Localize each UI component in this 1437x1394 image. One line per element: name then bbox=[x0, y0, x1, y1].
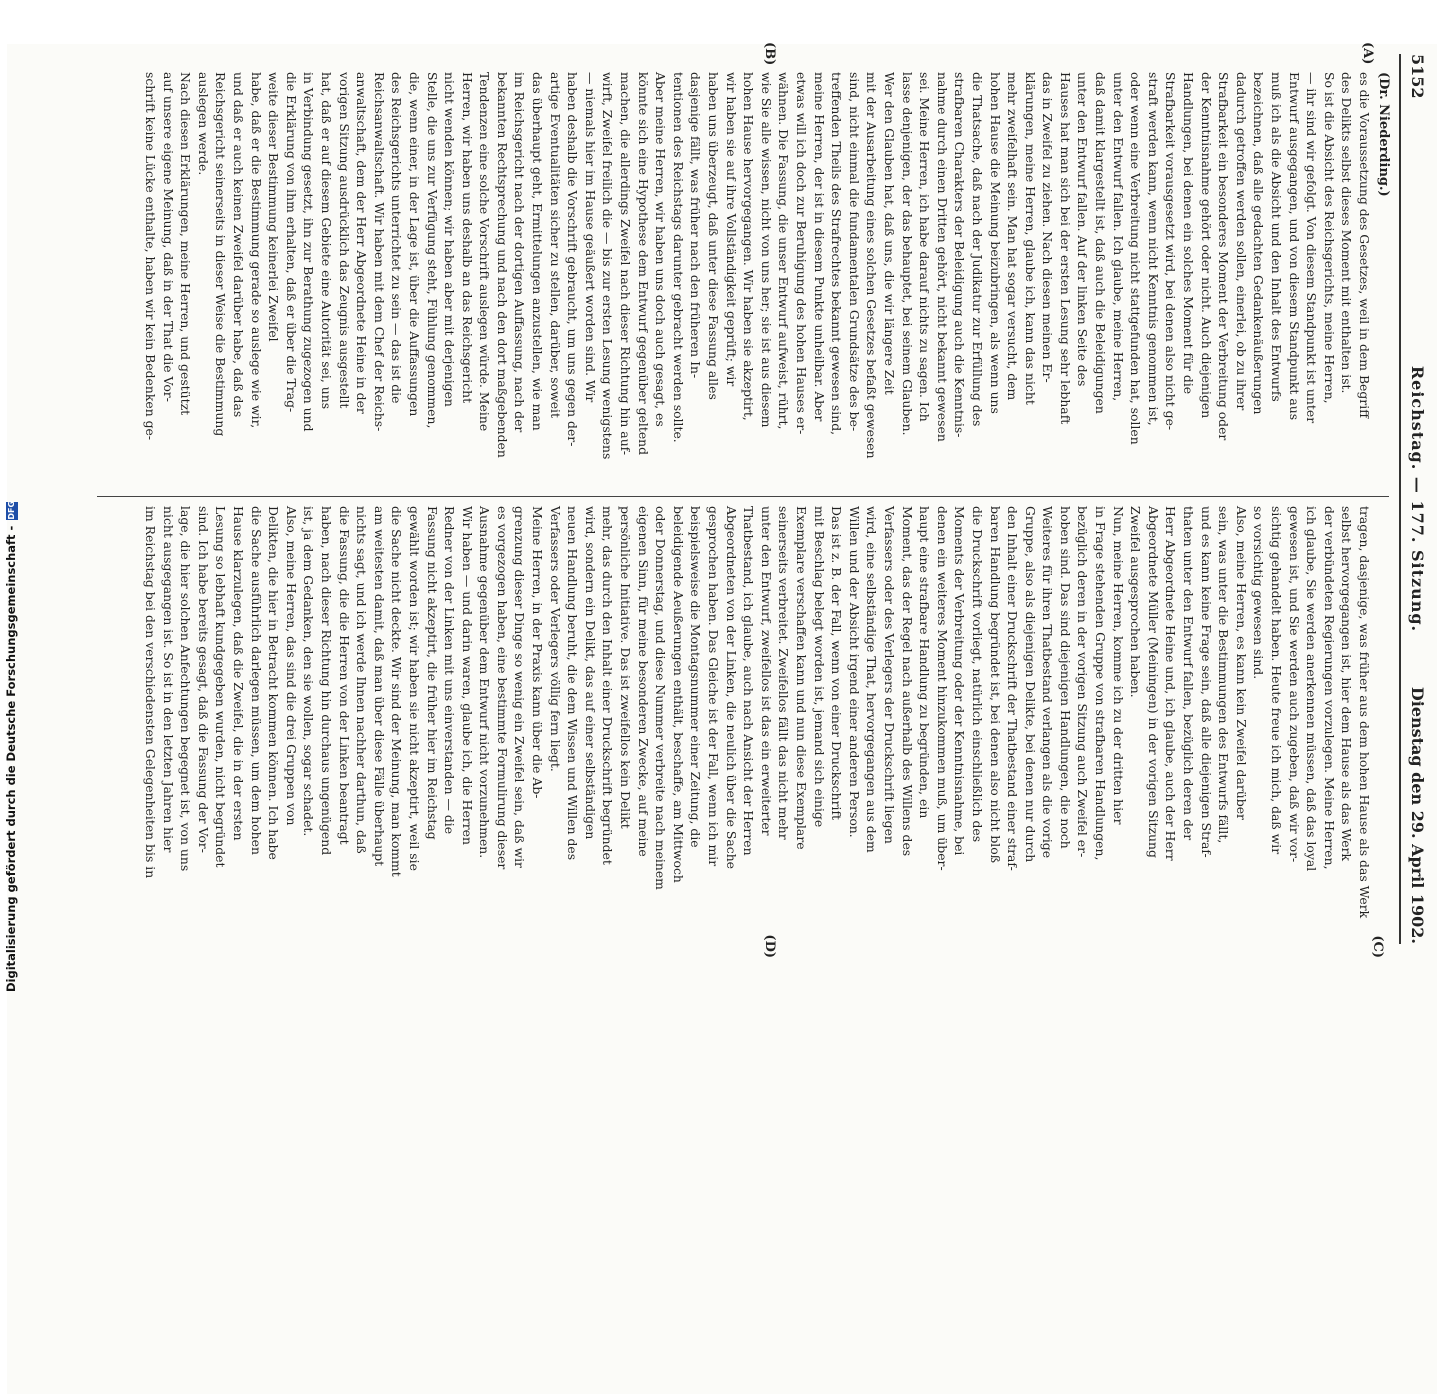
text-line: Hause klarzulegen, daß die Zweifel, die in der ersten bbox=[231, 506, 246, 841]
text-line: in Frage stehenden Gruppe von strafbaren Handlungen, bbox=[1093, 506, 1109, 861]
text-line: dasjenige fällt, was früher nach den früheren In- bbox=[688, 72, 704, 379]
text-line: beispielsweise die Montagsnummer einer Zeitung, die bbox=[688, 506, 704, 848]
text-line: Aber meine Herren, wir haben uns doch auch gesagt, es bbox=[653, 72, 669, 427]
session-date: Dienstag den 29. April 1902. bbox=[1408, 686, 1427, 944]
text-line: oder wenn eine Verbreitung nicht stattgefunden hat, sollen bbox=[1128, 72, 1144, 445]
text-line: Wer den Glauben hat, daß uns, die wir längere Zeit bbox=[881, 72, 897, 395]
text-line: den Inhalt einer Druckschrift der Thatbestand einer straf- bbox=[1005, 506, 1021, 871]
speaker-name: (Dr. Niederding.) bbox=[1376, 72, 1391, 197]
text-line: sind, nicht einmal die fundamentalen Grundsätze des be- bbox=[846, 72, 862, 432]
text-line: gesprochen haben. Das Gleiche ist der Fall, wenn ich mir bbox=[706, 506, 722, 867]
column-divider bbox=[97, 496, 1389, 497]
text-line: haben deshalb die Vorschrift gebraucht, um uns gegen der- bbox=[565, 72, 581, 447]
text-line: bezüglich deren in der vorigen Sitzung auch Zweifel er- bbox=[1075, 506, 1091, 858]
text-line: könnte sich eine Hypothese dem Entwurf gegenüber geltend bbox=[635, 72, 651, 456]
text-line: denen ein weiteres Moment hinzukommen muß, um über- bbox=[934, 506, 950, 871]
text-line: im Reichstag bei den verschiedensten Gelegenheiten bis in bbox=[143, 506, 159, 879]
text-line: mehr zweifelhaft sein. Man hat sogar versucht, dem bbox=[1005, 72, 1021, 401]
text-line: der verbündeten Regierungen vorzulegen. Meine Herren, bbox=[1321, 506, 1337, 870]
text-line: hohen Hause hervorgegangen. Wir haben sie akzeptirt, bbox=[741, 72, 757, 421]
text-line: es vorgezogen haben, eine bestimmte Formulirung dieser bbox=[494, 506, 510, 870]
text-line: das überhaupt geht, Ermittelungen anzustellen, wie man bbox=[530, 72, 546, 431]
text-line: etwas will ich doch zur Beruhigung des hohen Hauses er- bbox=[794, 72, 809, 435]
text-line: Strafbarkeit ein besonderes Moment der Verbreitung oder bbox=[1216, 72, 1232, 441]
text-line: so vorsichtig gewesen sind. bbox=[1251, 506, 1267, 680]
text-line: haben uns überzeugt, daß unter diese Fassung alles bbox=[706, 72, 722, 400]
text-line: die, wenn einer, in der Lage ist, über die Auffassungen bbox=[406, 72, 422, 417]
sheet-content bbox=[87, 42, 1437, 958]
text-line: persönliche Initiative. Das ist zweifellos kein Delikt bbox=[618, 506, 634, 829]
text-line: sind. Ich habe bereits gesagt, daß die Fassung der Vor- bbox=[195, 506, 211, 853]
text-line: der Kenntnisnahme gehört oder nicht. Auch diejenigen bbox=[1198, 72, 1214, 419]
text-line: muß ich als die Absicht und den Inhalt des Entwurfs bbox=[1269, 72, 1285, 402]
text-line: tragen, dasjenige, was früher aus dem hohen Hause als das Werk bbox=[1357, 506, 1372, 919]
text-line: Meine Herren, in der Praxis kann über die Ab- bbox=[530, 506, 546, 799]
text-line: daß damit klargestellt ist, daß auch die Beleidigungen bbox=[1093, 72, 1109, 414]
text-line: klärungen, meine Herren, glaube ich, kann das nicht bbox=[1022, 72, 1038, 405]
text-line: strafbaren Charakters der Beleidigung auch die Kenntnis- bbox=[952, 72, 968, 438]
text-line: die Sache nicht deckte. Wir sind der Meinung, man kommt bbox=[389, 506, 405, 877]
text-line: nahme durch einen Dritten gehört, nicht bekannt gewesen bbox=[934, 72, 950, 442]
text-line: die Druckschrift vorliegt, natürlich einschließlich des bbox=[969, 506, 985, 843]
text-line: Reichsgericht seinerseits in dieser Weise die Bestimmung bbox=[213, 72, 229, 437]
text-line: Thatbestand, ich glaube, auch nach Ansicht der Herren bbox=[741, 506, 757, 856]
text-line: Stelle, die uns zur Verfügung steht, Fühlung genommen, bbox=[424, 72, 440, 429]
text-line: haben, nach dieser Richtung hin durchaus ungenügend bbox=[318, 506, 334, 856]
text-line: habe, daß er die Bestimmung gerade so auslege wie wir, bbox=[248, 72, 264, 429]
text-line: hohen Hause die Meinung beizubringen, als wenn uns bbox=[987, 72, 1003, 414]
text-line: sein, was unter die Bestimmungen des Entwurfs fällt, bbox=[1216, 506, 1232, 844]
text-line: in Verbindung gesetzt, ihn zur Berathung zugezogen und bbox=[301, 72, 317, 432]
text-line: grenzung dieser Dinge so wenig ein Zweifel sein, daß wir bbox=[512, 506, 528, 868]
text-line: wird, eine selbständige That, hervorgegangen aus dem bbox=[864, 506, 880, 853]
text-line: gewählt worden ist; wir haben sie nicht akzeptirt, weil sie bbox=[406, 506, 422, 871]
text-line: meine Herren, der ist in diesem Punkte unheilbar. Aber bbox=[811, 72, 827, 422]
text-line: Ausnahme gegenüber dem Entwurf nicht vorzunehmen. bbox=[477, 506, 493, 859]
text-line: Nun, meine Herren, komme ich zu der dritten hier bbox=[1110, 506, 1126, 825]
text-line: die Sache ausführlich darlegen müssen, um dem hohen bbox=[248, 506, 264, 855]
text-line: straft werden kann, wenn nicht Kenntnis genommen ist, bbox=[1145, 72, 1161, 426]
text-line: beleidigende Aeußerungen enthält, beschaffe, am Mittwoch bbox=[670, 506, 686, 883]
text-line: Handlungen, bei denen ein solches Moment für die bbox=[1181, 72, 1197, 395]
text-line: des Delikts selbst dieses Moment mit enthalten ist. bbox=[1339, 72, 1355, 394]
text-line: tentionen des Reichstags darunter gebracht werden sollte. bbox=[670, 72, 686, 443]
text-line: Wir haben — und darin waren, glaube ich, die Herren bbox=[459, 506, 475, 845]
text-line: Herr Abgeordnete Heine und, ich glaube, auch der Herr bbox=[1163, 506, 1179, 861]
text-line: Gruppe, also als diejenigen Delikte, bei denen nur durch bbox=[1022, 506, 1038, 863]
text-line: Weiteres für ihren Thatbestand verlangen als die vorige bbox=[1040, 506, 1056, 859]
text-line: Abgeordnete Müller (Meiningen) in der vorigen Sitzung bbox=[1145, 506, 1161, 858]
dfg-logo-icon: DFG bbox=[6, 500, 16, 520]
text-line: oder Donnerstag, und diese Nummer verbreite nach meinem bbox=[653, 506, 669, 890]
text-line: Moment, das der Regel nach außerhalb des Willens des bbox=[899, 506, 915, 857]
text-line: das in Zweifel zu ziehen. Nach diesen meinen Er- bbox=[1040, 72, 1056, 383]
page-number: 5152 bbox=[1408, 54, 1427, 99]
credit-text: Digitalisierung gefördert durch die Deutsche Forschungsgemeinschaft - bbox=[4, 525, 18, 992]
text-line: Strafbarkeit vorausgesetzt wird, bei denen also nicht ge- bbox=[1163, 72, 1179, 431]
text-line: nicht ausgegangen ist. So ist in den letzten Jahren hier bbox=[160, 506, 176, 853]
text-line: unter den Entwurf, zweifellos ist das ein erweiterter bbox=[758, 506, 774, 836]
margin-mark-d: (D) bbox=[762, 934, 777, 958]
text-line: wie Sie alle wissen, nicht von uns her; sie ist aus diesem bbox=[758, 72, 774, 428]
text-line: mit Beschlag belegt worden ist, jemand sich einige bbox=[811, 506, 827, 828]
text-line: baren Handlung begründet ist, bei denen also nicht bloß bbox=[987, 506, 1003, 864]
text-line: Hauses hat man sich bei der ersten Lesung sehr lebhaft bbox=[1057, 72, 1073, 425]
text-line: machen, die allerdings Zweifel nach dieser Richtung hin auf- bbox=[618, 72, 634, 456]
text-line: nichts sagt, und ich werde Ihnen nachher darthun, daß bbox=[354, 506, 370, 854]
text-line: die Fassung, die die Herren von der Linken beantragt bbox=[336, 506, 352, 845]
text-line: und es kann keine Frage sein, daß alle diejenigen Straf- bbox=[1198, 506, 1214, 858]
text-line: wir haben sie auf ihre Vollständigkeit geprüft; wir bbox=[723, 72, 739, 387]
text-line: eigenen Sinn, für meine besonderen Zwecke, auf meine bbox=[635, 506, 651, 857]
text-line: Also, meine Herren, das sind die drei Gruppen von bbox=[283, 506, 299, 826]
text-line: hat, daß er auf diesem Gebiete eine Autorität sei, uns bbox=[318, 72, 334, 410]
text-line: anwaltschaft, dem der Herr Abgeordnete Heine in der bbox=[354, 72, 370, 414]
text-line: am weitesten damit, daß man über diese Fälle überhaupt bbox=[371, 506, 387, 867]
text-line: Willen und der Absicht irgend einer anderen Person. bbox=[846, 506, 862, 838]
margin-mark-c: (C) bbox=[1370, 935, 1385, 958]
text-line: Moments der Verbreitung oder der Kenntnisnahme, bei bbox=[952, 506, 968, 856]
text-line: ich glaube, Sie werden anerkennen müssen, daß das loyal bbox=[1304, 506, 1320, 872]
text-line: haupt eine strafbare Handlung zu begründen, ein bbox=[917, 506, 933, 819]
text-line: Das ist z. B. der Fall, wenn von einer Druckschrift bbox=[829, 506, 845, 821]
text-line: vorigen Sitzung ausdrücklich das Zeugnis ausgestellt bbox=[336, 72, 352, 409]
text-line: ist, ja dem Gedanken, den sie wollen, sogar schadet. bbox=[301, 506, 317, 837]
text-line: bezeichnen, daß alle gedachten Gedankenäußerungen bbox=[1251, 72, 1267, 415]
text-line: Tendenzen eine solche Vorschrift auslegen würde. Meine bbox=[477, 72, 493, 432]
text-line: Entwurf ausgegangen, und von diesem Standpunkt aus bbox=[1286, 72, 1302, 421]
text-line: auf unsere eigene Meinung, daß in der That die Vor- bbox=[160, 72, 176, 402]
text-line: Reichsanwaltschaft. Wir haben mit dem Chef der Reichs- bbox=[371, 72, 387, 432]
text-line: Herren, wir haben uns deshalb an das Reichsgericht bbox=[459, 72, 475, 404]
text-line: mehr, das durch den Inhalt einer Druckschrift begründet bbox=[600, 506, 616, 865]
text-line: gewesen ist, und Sie werden auch zugeben, daß wir vor- bbox=[1286, 506, 1302, 863]
text-column-right bbox=[103, 506, 1373, 936]
text-line: treffenden Theils des Strafrechtes bekannt gewesen sind, bbox=[829, 72, 845, 436]
text-line: die Thatsache, daß nach der Judikatur zur Erfüllung des bbox=[969, 72, 985, 427]
text-line: die Erklärung von ihm erhalten, daß er über die Trag- bbox=[283, 72, 299, 413]
page-header bbox=[1399, 54, 1431, 944]
text-line: Verfassers oder des Verlegers der Druckschrift liegen bbox=[881, 506, 897, 844]
text-line: sei. Meine Herren, ich habe darauf nichts zu sagen. Ich bbox=[917, 72, 933, 422]
text-line: artige Eventualitäten sicher zu stellen, darüber, soweit bbox=[547, 72, 563, 418]
text-line: auslegen werde. bbox=[195, 72, 211, 176]
text-line: nicht wenden können; wir haben aber mit derjenigen bbox=[442, 72, 458, 407]
rotated-sheet bbox=[7, 44, 1437, 1394]
text-line: wird, sondern ein Delikt, das auf einer selbständigen bbox=[582, 506, 598, 840]
text-line: thaten unter den Entwurf fallen, bezüglich deren der bbox=[1181, 506, 1197, 841]
text-line: schrift keine Lücke enthalte, haben wir kein Bedenken ge- bbox=[143, 72, 159, 441]
text-line: mit der Ausarbeitung eines solchen Gesetzes befaßt gewesen bbox=[864, 72, 880, 459]
text-line: — niemals hier im Hause geäußert worden sind. Wir bbox=[582, 72, 598, 403]
text-line: Zweifel ausgesprochen haben. bbox=[1128, 506, 1144, 698]
text-line: und daß er auch keinen Zweifel darüber habe, daß das bbox=[231, 72, 246, 418]
credit-line bbox=[4, 0, 18, 992]
text-column-left bbox=[103, 72, 1373, 502]
text-line: lasse denjenigen, der das behauptet, bei seinem Glauben. bbox=[899, 72, 915, 436]
text-line: bekannten Rechtsprechung und nach den dort maßgebenden bbox=[494, 72, 510, 458]
text-line: So ist die Absicht des Reichsgerichts, meine Herren, bbox=[1321, 72, 1337, 404]
text-line: dadurch getroffen werden sollen, einerlei, ob zu ihrer bbox=[1233, 72, 1249, 411]
text-line: Exemplare verschaffen kann und nun diese Exemplare bbox=[794, 506, 809, 850]
text-line: Delikten, die hier in Betracht kommen können. Ich habe bbox=[266, 506, 282, 860]
text-line: Fassung nicht akzeptirt, die früher hier im Reichstag bbox=[424, 506, 440, 840]
text-line: Abgeordneten von der Linken, die neulich über die Sache bbox=[723, 506, 739, 870]
text-line: sichtig gehandelt haben. Heute freue ich mich, daß wir bbox=[1269, 506, 1285, 855]
text-line: Also, meine Herren, es kann kein Zweifel darüber bbox=[1233, 506, 1249, 820]
text-line: wirft, Zweifel freilich die — bis zur ersten Lesung wenigstens bbox=[600, 72, 616, 460]
text-line: hoben sind. Das sind diejenigen Handlungen, die noch bbox=[1057, 506, 1073, 849]
text-line: es die Voraussetzung des Gesetzes, weil in dem Begriff bbox=[1357, 72, 1372, 418]
text-line: Lesung so lebhaft kundgegeben wurden, nicht begründet bbox=[213, 506, 229, 868]
margin-mark-b: (B) bbox=[762, 42, 777, 66]
text-line: seinerseits verbreitet. Zweifellos fällt das nicht mehr bbox=[776, 506, 792, 840]
text-line: lage, die hier solchen Anfechtungen begegnet ist, von uns bbox=[178, 506, 194, 872]
text-line: unter den Entwurf fallen. Auf der linken Seite des bbox=[1075, 72, 1091, 387]
text-line: neuen Handlung beruht, die dem Wissen und Willen des bbox=[565, 506, 581, 861]
text-line: unter den Entwurf fallen. Ich glaube, meine Herren, bbox=[1110, 72, 1126, 402]
text-line: — ihr sind wir gefolgt. Von diesem Standpunkt ist unter bbox=[1304, 72, 1320, 424]
text-line: selbst hervorgegangen ist, hier dem Hause als das Werk bbox=[1339, 506, 1355, 862]
text-line: Nach diesen Erklärungen, meine Herren, und gestützt bbox=[178, 72, 194, 416]
text-line: weite dieser Bestimmung keinerlei Zweifel bbox=[266, 72, 282, 342]
text-line: des Reichsgerichts unterrichtet zu sein — das ist die bbox=[389, 72, 405, 404]
text-line: Redner von der Linken mit uns einverstanden — die bbox=[442, 506, 458, 835]
text-line: im Reichsgericht nach der dortigen Auffassung, nach der bbox=[512, 72, 528, 433]
running-title: Reichstag. — 177. Sitzung. bbox=[1408, 365, 1427, 633]
text-line: wähnen. Die Fassung, die unser Entwurf aufweist, rührt, bbox=[776, 72, 792, 430]
text-line: Verfassers oder Verlegers völlig fern liegt. bbox=[547, 506, 563, 772]
margin-mark-a: (A) bbox=[1360, 42, 1375, 65]
digitization-credit bbox=[0, 0, 22, 1000]
